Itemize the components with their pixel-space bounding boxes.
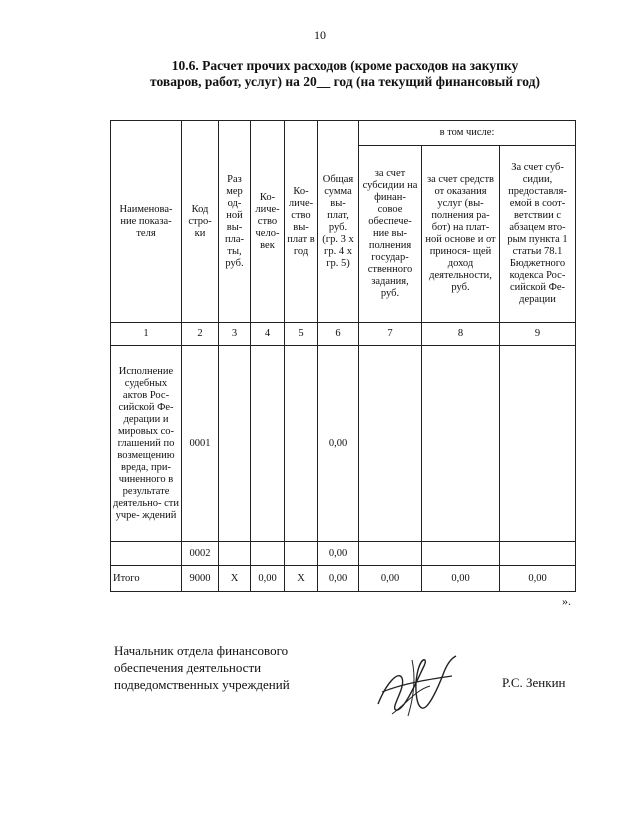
row-code: 0001 xyxy=(182,346,219,542)
table-row xyxy=(111,542,576,566)
column-number: 1 xyxy=(111,323,182,346)
column-number: 5 xyxy=(285,323,318,346)
total-amount: 0,00 xyxy=(318,566,359,592)
column-number: 6 xyxy=(318,323,359,346)
signatory-position-text: Начальник отдела финансового обеспечения деятельности подведомственных учреждений xyxy=(114,643,290,692)
empty-cell xyxy=(422,346,500,542)
column-number: 7 xyxy=(359,323,422,346)
header-paid-services: за счет средств от оказания услуг (вы- полнения ра- бот) на плат- ной основе и от принося- щей доход деятельности, руб. xyxy=(422,146,500,323)
empty-cell xyxy=(219,542,251,566)
total-col7: 0,00 xyxy=(359,566,422,592)
header-code: Код стро- ки xyxy=(182,121,219,323)
column-number: 3 xyxy=(219,323,251,346)
total-payments-per-year: Х xyxy=(285,566,318,592)
page-number: 10 xyxy=(314,28,326,42)
closing-mark: ». xyxy=(562,594,571,608)
header-subsidy-state-task: за счет субсидии на финан- совое обеспече- ние вы- полнения государ- ственного задания, руб. xyxy=(359,146,422,323)
header-name: Наименова- ние показа- теля xyxy=(111,121,182,323)
signatory-position xyxy=(114,642,314,693)
row-name xyxy=(111,542,182,566)
section-title: 10.6. Расчет прочих расходов (кроме расходов на закупку товаров, работ, услуг) на 20__ год (на текущий финансовый год) xyxy=(150,58,540,89)
empty-cell xyxy=(422,542,500,566)
expenses-table xyxy=(110,120,576,592)
header-including: в том числе: xyxy=(359,121,576,146)
total-people-count: 0,00 xyxy=(251,566,285,592)
row-code: 0002 xyxy=(182,542,219,566)
header-subsidy-78-1: За счет суб- сидии, предоставля- емой в соот- ветствии с абзацем вто- рым пункта 1 статьи 78.1 Бюджетного кодекса Рос- сийской Фе- дерации xyxy=(500,146,576,323)
empty-cell xyxy=(359,346,422,542)
empty-cell xyxy=(251,542,285,566)
empty-cell xyxy=(219,346,251,542)
empty-cell xyxy=(285,346,318,542)
total-row xyxy=(111,566,576,592)
header-people-count: Ко- личе- ство чело- век xyxy=(251,121,285,323)
column-number: 4 xyxy=(251,323,285,346)
column-number: 9 xyxy=(500,323,576,346)
header-payments-per-year: Ко- личе- ство вы- плат в год xyxy=(285,121,318,323)
handwritten-signature xyxy=(372,648,462,720)
total-label: Итого xyxy=(111,566,182,592)
header-total-amount: Общая сумма вы- плат, руб. (гр. 3 х гр. 4 х гр. 5) xyxy=(318,121,359,323)
table-row xyxy=(111,346,576,542)
header-payment-size: Раз мер од- ной вы- пла- ты, руб. xyxy=(219,121,251,323)
empty-cell xyxy=(359,542,422,566)
signatory-name: Р.С. Зенкин xyxy=(502,675,566,690)
total-col9: 0,00 xyxy=(500,566,576,592)
row-total-amount: 0,00 xyxy=(318,542,359,566)
empty-cell xyxy=(500,542,576,566)
column-number: 8 xyxy=(422,323,500,346)
empty-cell xyxy=(285,542,318,566)
total-col8: 0,00 xyxy=(422,566,500,592)
row-name: Исполнение судебных актов Рос- сийской Фе- дерации и мировых со- глашений по возмещению вреда, при- чиненного в результате деятельно- сти учре- ждений xyxy=(111,346,182,542)
empty-cell xyxy=(251,346,285,542)
row-total-amount: 0,00 xyxy=(318,346,359,542)
column-number: 2 xyxy=(182,323,219,346)
column-numbers-row xyxy=(111,323,576,346)
total-code: 9000 xyxy=(182,566,219,592)
total-payment-size: Х xyxy=(219,566,251,592)
empty-cell xyxy=(500,346,576,542)
